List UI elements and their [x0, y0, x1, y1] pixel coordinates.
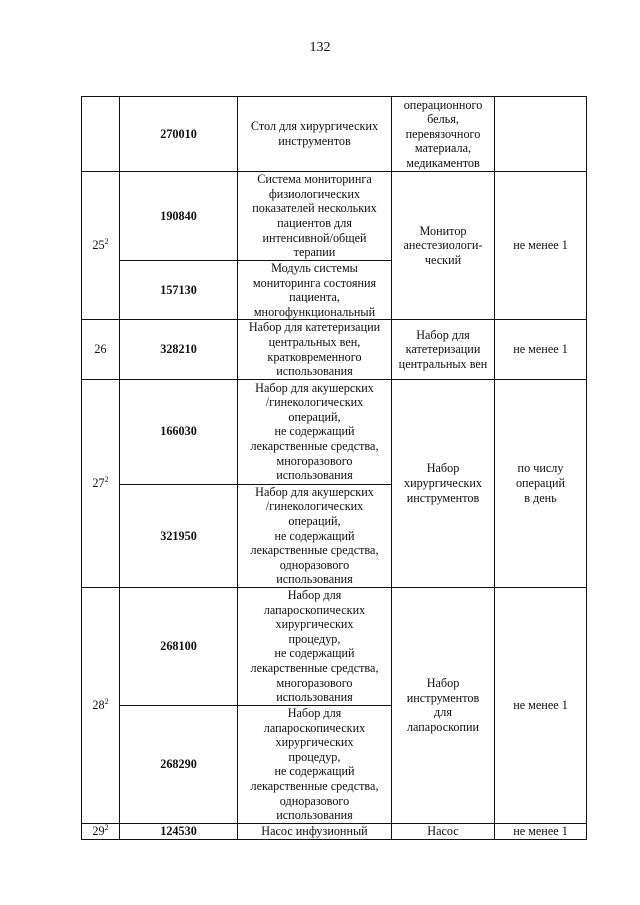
- table-row: [82, 172, 587, 261]
- table-row: [82, 587, 587, 705]
- table-row: [82, 97, 587, 172]
- code-cell: 157130: [120, 261, 238, 320]
- table-row: [82, 320, 587, 379]
- quantity-cell: не менее 1: [495, 320, 587, 379]
- group-cell: Набор для катетеризации центральных вен: [392, 320, 495, 379]
- code-cell: 321950: [120, 484, 238, 587]
- group-cell: операционного белья, перевязочного материала, медикаментов: [392, 97, 495, 172]
- name-cell: Система мониторинга физиологических показателей нескольких пациентов для интенсивной/общей терапии: [238, 172, 392, 261]
- name-cell: Набор для акушерских /гинекологических операций, не содержащий лекарственные средства, одноразового использования: [238, 484, 392, 587]
- code-cell: 268100: [120, 587, 238, 705]
- group-cell: Монитор анестезиологи- ческий: [392, 172, 495, 320]
- code-cell: 270010: [120, 97, 238, 172]
- equipment-table: [81, 96, 587, 840]
- quantity-cell: не менее 1: [495, 172, 587, 320]
- row-number-cell: 26: [82, 320, 120, 379]
- code-cell: 166030: [120, 379, 238, 484]
- code-cell: 124530: [120, 823, 238, 839]
- row-number-cell: $27^2$: [82, 379, 120, 587]
- quantity-cell: [495, 97, 587, 172]
- group-cell: Набор инструментов для лапароскопии: [392, 587, 495, 823]
- quantity-cell: не менее 1: [495, 587, 587, 823]
- row-number-cell: $29^2$: [82, 823, 120, 839]
- group-cell: Набор хирургических инструментов: [392, 379, 495, 587]
- name-cell: Набор для катетеризации центральных вен, кратковременного использования: [238, 320, 392, 379]
- table-row: [82, 823, 587, 839]
- row-number-cell: $28^2$: [82, 587, 120, 823]
- name-cell: Модуль системы мониторинга состояния пациента, многофункциональный: [238, 261, 392, 320]
- name-cell: Набор для лапароскопических хирургических процедур, не содержащий лекарственные средства, одноразового использования: [238, 705, 392, 823]
- name-cell: Насос инфузионный: [238, 823, 392, 839]
- code-cell: 268290: [120, 705, 238, 823]
- page-number: 132: [309, 40, 331, 55]
- table-row: [82, 379, 587, 484]
- name-cell: Набор для лапароскопических хирургических процедур, не содержащий лекарственные средства, многоразового использования: [238, 587, 392, 705]
- code-cell: 328210: [120, 320, 238, 379]
- row-number-cell: [82, 97, 120, 172]
- name-cell: Стол для хирургических инструментов: [238, 97, 392, 172]
- name-cell: Набор для акушерских /гинекологических операций, не содержащий лекарственные средства, многоразового использования: [238, 379, 392, 484]
- quantity-cell: не менее 1: [495, 823, 587, 839]
- code-cell: 190840: [120, 172, 238, 261]
- row-number-cell: $25^2$: [82, 172, 120, 320]
- quantity-cell: по числу операций в день: [495, 379, 587, 587]
- group-cell: Насос: [392, 823, 495, 839]
